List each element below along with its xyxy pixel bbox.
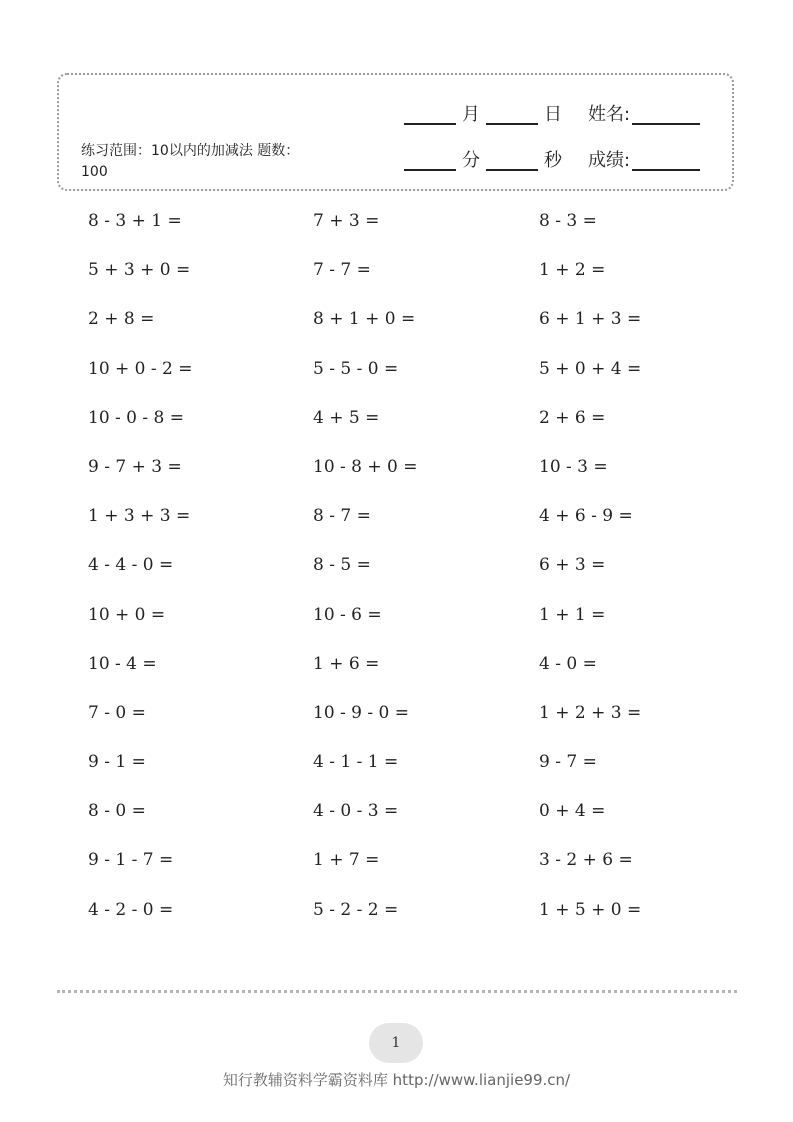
name-label: 姓名: — [588, 104, 631, 125]
second-blank[interactable] — [486, 151, 538, 171]
math-problem: 8 + 1 + 0 = — [313, 309, 416, 330]
math-problem: 10 - 4 = — [88, 653, 157, 674]
math-problem: 1 + 1 = — [539, 604, 606, 625]
math-problem: 7 + 3 = — [313, 211, 380, 231]
math-problem: 8 - 3 = — [539, 211, 597, 231]
math-problem: 4 - 4 - 0 = — [88, 555, 174, 576]
math-problem: 8 - 0 = — [88, 801, 146, 822]
math-problem: 1 + 3 + 3 = — [88, 506, 191, 527]
math-problem: 5 + 0 + 4 = — [539, 358, 642, 379]
math-problem: 4 - 0 = — [539, 653, 597, 674]
minute-blank[interactable] — [404, 151, 456, 171]
math-problem: 1 + 6 = — [313, 653, 380, 674]
month-label: 月 — [462, 104, 480, 125]
math-problem: 8 - 3 + 1 = — [88, 211, 182, 231]
math-problem: 10 + 0 = — [88, 604, 166, 625]
math-problem: 1 + 2 = — [539, 260, 606, 281]
dotted-divider — [57, 990, 737, 993]
math-problem: 5 + 3 + 0 = — [88, 260, 191, 281]
name-blank[interactable] — [632, 105, 700, 125]
math-problem: 4 - 1 - 1 = — [313, 752, 399, 773]
math-problem: 10 - 0 - 8 = — [88, 407, 185, 428]
math-problem: 10 + 0 - 2 = — [88, 358, 193, 379]
math-problem: 4 - 2 - 0 = — [88, 899, 174, 920]
math-problem: 7 - 0 = — [88, 702, 146, 723]
student-info-fields — [404, 99, 724, 191]
math-problem: 8 - 5 = — [313, 555, 371, 576]
score-label: 成绩: — [588, 150, 631, 171]
math-problem: 9 - 1 = — [88, 752, 146, 773]
math-problem: 1 + 2 + 3 = — [539, 702, 642, 723]
math-problem: 2 + 6 = — [539, 407, 606, 428]
math-problem: 4 + 5 = — [313, 407, 380, 428]
time-score-row — [404, 145, 724, 171]
month-blank[interactable] — [404, 105, 456, 125]
math-problem: 0 + 4 = — [539, 801, 606, 822]
math-problem: 10 - 9 - 0 = — [313, 702, 410, 723]
math-problem: 9 - 7 + 3 = — [88, 456, 182, 477]
day-blank[interactable] — [486, 105, 538, 125]
problem-grid — [88, 205, 739, 943]
worksheet-header — [57, 73, 734, 191]
math-problem: 10 - 3 = — [539, 456, 608, 477]
math-problem: 10 - 8 + 0 = — [313, 456, 418, 477]
practice-scope: 练习范围：10以内的加减法 题数：100 — [81, 143, 300, 180]
math-problem: 6 + 1 + 3 = — [539, 309, 642, 330]
date-name-row — [404, 99, 724, 125]
math-problem: 8 - 7 = — [313, 506, 371, 527]
math-problem: 2 + 8 = — [88, 309, 155, 330]
math-problem: 9 - 1 - 7 = — [88, 850, 174, 871]
page-number: 1 — [369, 1023, 423, 1063]
math-problem: 5 - 2 - 2 = — [313, 899, 399, 920]
math-problem: 10 - 6 = — [313, 604, 382, 625]
math-problem: 5 - 5 - 0 = — [313, 358, 399, 379]
math-problem: 6 + 3 = — [539, 555, 606, 576]
math-problem: 4 - 0 - 3 = — [313, 801, 399, 822]
math-problem: 7 - 7 = — [313, 260, 371, 281]
footer-source: 知行教辅资料学霸资料库 http://www.lianjie99.cn/ — [222, 1071, 571, 1089]
math-problem: 4 + 6 - 9 = — [539, 506, 633, 527]
math-problem: 1 + 7 = — [313, 850, 380, 871]
score-blank[interactable] — [632, 151, 700, 171]
second-label: 秒 — [544, 150, 562, 171]
minute-label: 分 — [462, 150, 480, 171]
math-problem: 3 - 2 + 6 = — [539, 850, 633, 871]
day-label: 日 — [544, 104, 562, 125]
math-problem: 9 - 7 = — [539, 752, 597, 773]
math-problem: 1 + 5 + 0 = — [539, 899, 642, 920]
